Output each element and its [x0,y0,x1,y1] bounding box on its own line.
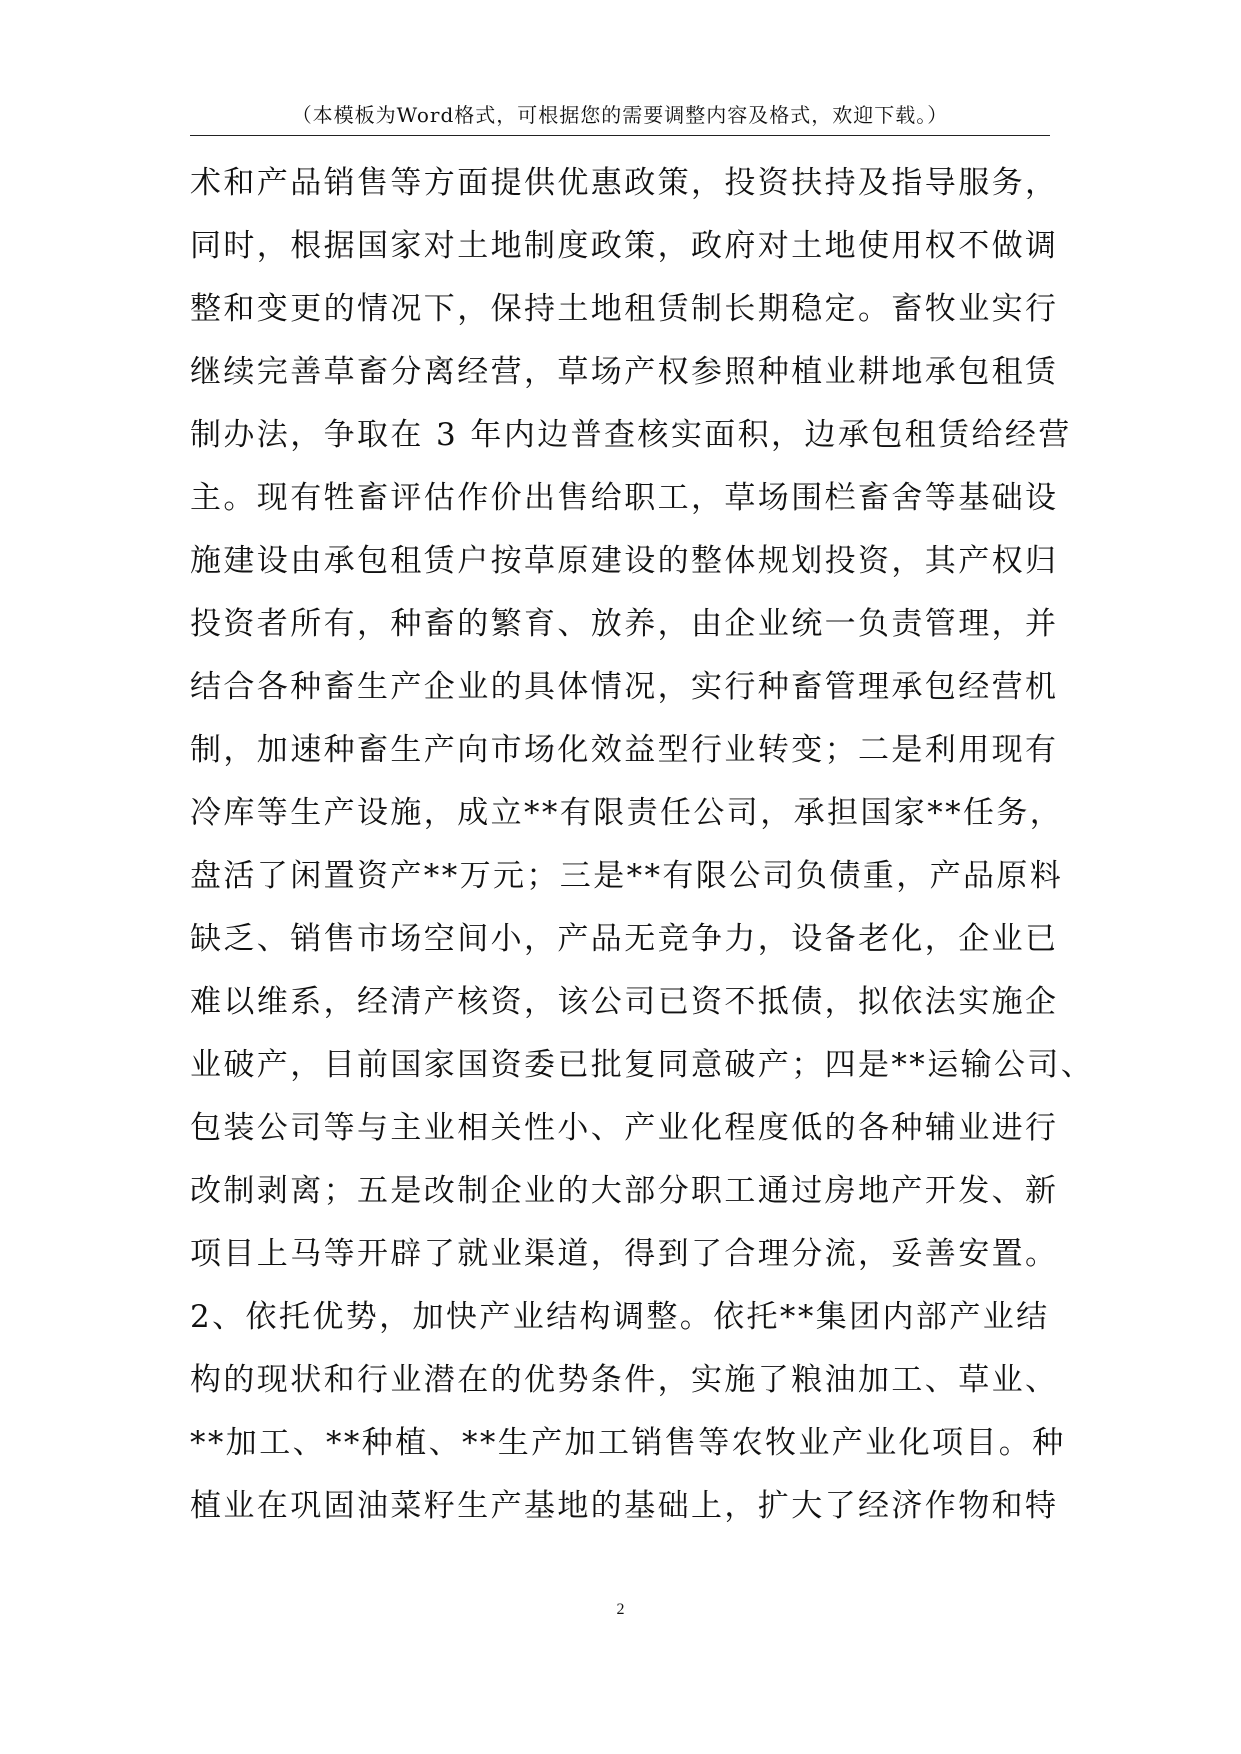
text-line: 冷库等生产设施，成立**有限责任公司，承担国家**任务， [190,795,1064,831]
text-line: **加工、**种植、**生产加工销售等农牧业产业化项目。种 [190,1425,1066,1461]
text-line: 项目上马等开辟了就业渠道，得到了合理分流，妥善安置。 [190,1236,1059,1272]
text-line: 植业在巩固油菜籽生产基地的基础上，扩大了经济作物和特 [190,1488,1059,1524]
text-line: 业破产，目前国家国资委已批复同意破产；四是**运输公司、 [190,1047,1095,1083]
text-line: 施建设由承包租赁户按草原建设的整体规划投资，其产权归 [190,543,1059,579]
text-line: 构的现状和行业潜在的优势条件，实施了粮油加工、草业、 [190,1362,1059,1398]
text-line: 改制剥离；五是改制企业的大部分职工通过房地产开发、新 [190,1173,1059,1209]
text-line: 2、依托优势，加快产业结构调整。依托**集团内部产业结 [190,1299,1050,1335]
page-number: 2 [616,1601,625,1618]
text-line: 缺乏、销售市场空间小，产品无竞争力，设备老化，企业已 [190,921,1059,957]
text-line: 结合各种畜生产企业的具体情况，实行种畜管理承包经营机 [190,669,1059,705]
text-line: 继续完善草畜分离经营，草场产权参照种植业耕地承包租赁 [190,354,1059,390]
text-line: 术和产品销售等方面提供优惠政策，投资扶持及指导服务， [190,165,1059,201]
header-divider [190,135,1050,136]
text-line: 主。现有牲畜评估作价出售给职工，草场围栏畜舍等基础设 [190,480,1059,516]
text-line: 盘活了闲置资产**万元；三是**有限公司负债重，产品原料 [190,858,1064,894]
text-line: 制，加速种畜生产向市场化效益型行业转变；二是利用现有 [190,732,1059,768]
text-line: 整和变更的情况下，保持土地租赁制长期稳定。畜牧业实行 [190,291,1059,327]
text-line: 包装公司等与主业相关性小、产业化程度低的各种辅业进行 [190,1110,1059,1146]
text-line: 投资者所有，种畜的繁育、放养，由企业统一负责管理，并 [190,606,1059,642]
text-line: 制办法，争取在 3 年内边普查核实面积，边承包租赁给经营 [190,417,1072,453]
body-text [190,152,1095,1538]
template-header-note: （本模板为Word格式，可根据您的需要调整内容及格式，欢迎下载。） [291,103,949,127]
text-line: 难以维系，经清产核资，该公司已资不抵债，拟依法实施企 [190,984,1059,1020]
text-line: 同时，根据国家对土地制度政策，政府对土地使用权不做调 [190,228,1059,264]
